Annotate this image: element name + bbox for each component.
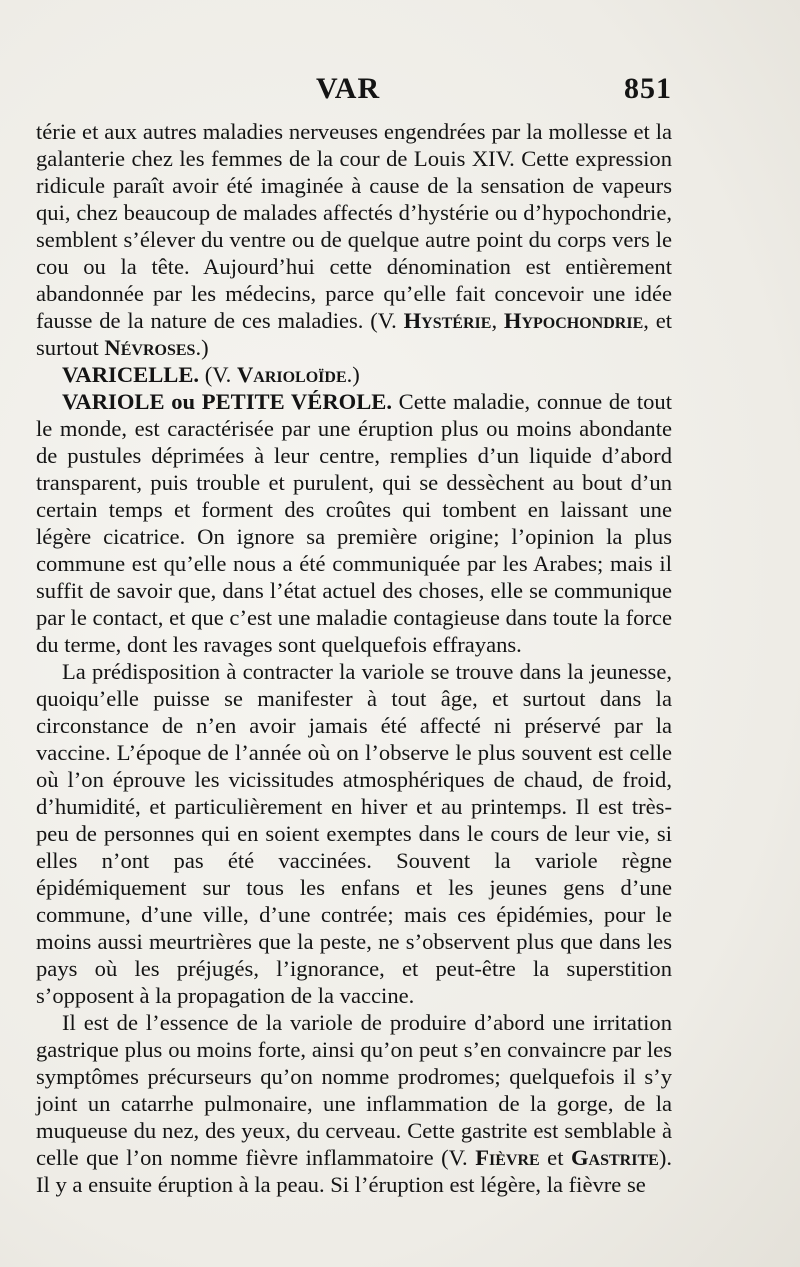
paragraph-text: , et surtout [36,308,672,360]
paragraph-text: et [539,1145,571,1170]
paragraph-p2 [36,388,672,658]
page-number: 851 [624,72,672,105]
cross-reference: Hypochondrie [503,308,644,333]
paragraph-text: térie et aux autres maladies nerveuses engendrées par la mollesse et la galanterie chez les femmes de la cour de Louis XIV. Cette expression ridicule paraît avoir été imaginée à cause de la sensation de vapeurs qui, chez beaucoup de malades affectés d’hystérie ou d’hypochondrie, semblent s’élever du ventre ou de quelque autre point du corps vers le cou ou la tête. Aujourd’hui cette dénomination est entièrement abandonnée par les médecins, parce qu’elle fait concevoir une idée fausse de la nature de ces maladies. (V. [36,119,672,333]
paragraph-p1 [36,361,672,388]
paragraph-text: .) [346,362,360,387]
paragraph-text: ). Il y a ensuite éruption à la peau. Si l’éruption est légère, la fièvre se [36,1145,672,1197]
text-body [36,118,672,1198]
paragraph-p3 [36,658,672,1009]
running-head: VAR [316,72,381,105]
page-header [36,72,672,118]
cross-reference: Hystérie [403,308,492,333]
paragraph-text: Cette maladie, connue de tout le monde, est caractérisée par une éruption plus ou moins abondante de pustules déprimées à leur centre, remplies d’un liquide d’abord transparent, puis trouble et purulent, qui se dessèchent au bout d’un certain temps et forment des croûtes qui tombent en laissant une légère cicatrice. On ignore sa première origine; l’opinion la plus commune est qu’elle nous a été communiquée par les Arabes; mais il suffit de savoir que, dans l’état actuel des choses, elle se communique par le contact, et que c’est une maladie contagieuse dans toute la force du terme, dont les ravages sont quelquefois effrayans. [36,389,672,657]
paragraph-text: , [491,308,504,333]
cross-reference: Varioloïde [236,362,347,387]
paragraph-text: .) [195,335,209,360]
paragraph-p0 [36,118,672,361]
paragraph-p4 [36,1009,672,1198]
entry-headword: VARICELLE. [62,362,200,387]
paragraph-text: Il est de l’essence de la variole de produire d’abord une irritation gastrique plus ou moins forte, ainsi qu’on peut s’en convaincre par les symptômes précurseurs qu’on nomme prodromes; quelquefois il s’y joint un catarrhe pulmonaire, une inflammation de la gorge, de la muqueuse du nez, des yeux, du cerveau. Cette gastrite est semblable à celle que l’on nomme fièvre inflammatoire (V. [36,1010,672,1170]
cross-reference: Gastrite [570,1145,659,1170]
paragraph-text: La prédisposition à contracter la variole se trouve dans la jeunesse, quoiqu’elle puisse se manifester à tout âge, et surtout dans la circonstance de n’en avoir jamais été affecté ni préservé par la vaccine. L’époque de l’année où on l’observe le plus souvent est celle où l’on éprouve les vicissitudes atmosphériques de chaud, de froid, d’humidité, et particulièrement en hiver et au printemps. Il est très-peu de personnes qui en soient exemptes dans le cours de leur vie, si elles n’ont pas été vaccinées. Souvent la variole règne épidémiquement sur tous les enfans et les jeunes gens d’une commune, d’une ville, d’une contrée; mais ces épidémies, pour le moins aussi meurtrières que la peste, ne s’observent plus que dans les pays où les préjugés, l’ignorance, et peut-être la superstition s’opposent à la propagation de la vaccine. [36,659,672,1008]
cross-reference: Névroses [104,335,196,360]
entry-headword: VARIOLE ou PETITE VÉROLE. [62,389,392,414]
paragraph-text: (V. [199,362,237,387]
cross-reference: Fièvre [475,1145,540,1170]
